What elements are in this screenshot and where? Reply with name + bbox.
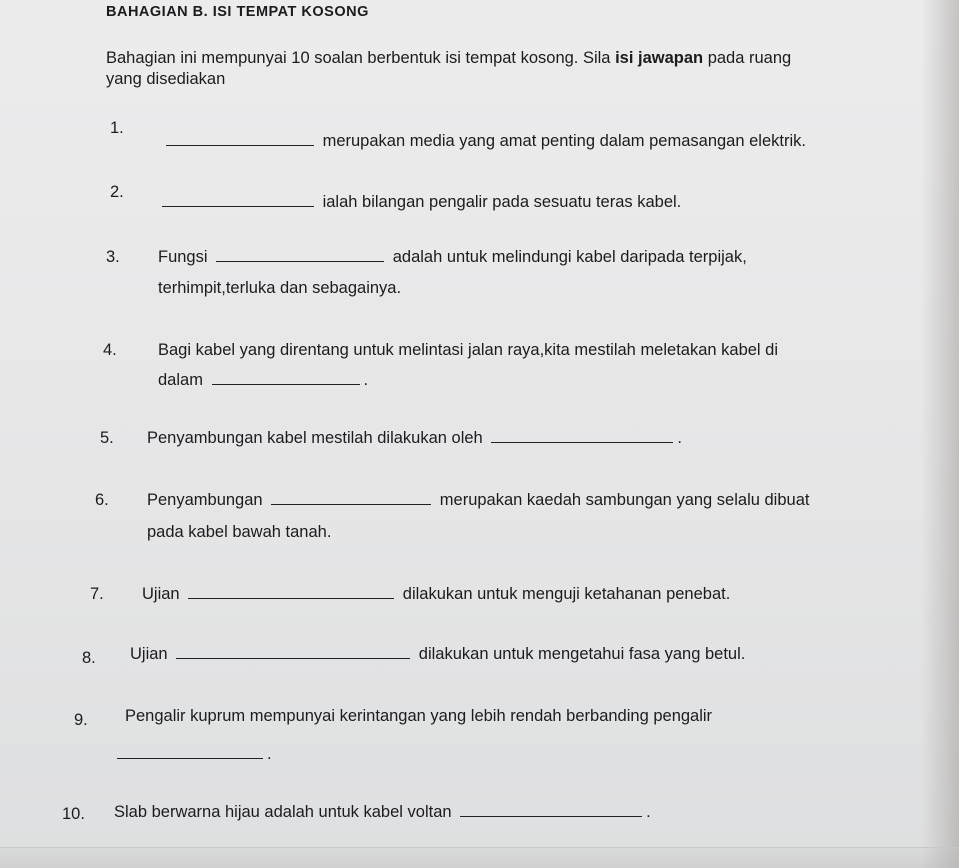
answer-blank-4[interactable] <box>212 370 360 385</box>
question-9-line-2-post: . <box>267 745 272 763</box>
question-3 <box>158 247 747 267</box>
question-5-text-post: . <box>677 429 682 447</box>
instructions-line-1 <box>106 48 791 68</box>
question-1 <box>162 131 806 151</box>
answer-blank-1[interactable] <box>166 131 314 146</box>
question-2-number: 2. <box>110 183 124 201</box>
question-6-number: 6. <box>95 491 109 509</box>
question-1-number: 1. <box>110 119 124 137</box>
question-9-number: 9. <box>74 711 88 729</box>
question-6-line-2: pada kabel bawah tanah. <box>147 523 332 541</box>
answer-blank-3[interactable] <box>216 247 384 262</box>
question-6 <box>147 490 809 510</box>
question-6-text-post: merupakan kaedah sambungan yang selalu dibuat <box>439 491 810 509</box>
instructions-text-post: pada ruang <box>703 49 792 67</box>
question-9-line-2 <box>117 744 272 764</box>
answer-blank-8[interactable] <box>176 644 410 659</box>
section-title: BAHAGIAN B. ISI TEMPAT KOSONG <box>106 4 369 20</box>
question-4-line-2 <box>158 370 368 390</box>
question-10-text-pre: Slab berwarna hijau adalah untuk kabel voltan <box>114 803 452 821</box>
question-7-text-pre: Ujian <box>142 585 180 603</box>
question-8-text-pre: Ujian <box>130 645 168 663</box>
question-2 <box>158 192 681 212</box>
instructions-text-pre: Bahagian ini mempunyai 10 soalan berbentuk isi tempat kosong. Sila <box>106 49 616 67</box>
answer-blank-2[interactable] <box>162 192 314 207</box>
question-3-number: 3. <box>106 248 120 266</box>
question-1-text: merupakan media yang amat penting dalam pemasangan elektrik. <box>322 132 806 150</box>
question-4-text: Bagi kabel yang direntang untuk melintasi jalan raya,kita mestilah meletakan kabel di <box>158 341 779 359</box>
question-7 <box>142 584 730 604</box>
question-3-text-post: adalah untuk melindungi kabel daripada terpijak, <box>392 248 747 266</box>
question-4-line-2-pre: dalam <box>158 371 203 389</box>
question-10-text-post: . <box>646 803 651 821</box>
question-5-number: 5. <box>100 429 114 447</box>
instructions-text-bold: isi jawapan <box>615 49 704 67</box>
question-7-text-post: dilakukan untuk menguji ketahanan penebat. <box>402 585 731 603</box>
question-10 <box>114 802 651 822</box>
question-7-number: 7. <box>90 585 104 603</box>
question-3-line-2: terhimpit,terluka dan sebagainya. <box>158 279 402 297</box>
question-5 <box>147 428 682 448</box>
answer-blank-7[interactable] <box>188 584 394 599</box>
page-bottom-edge <box>0 847 959 868</box>
question-8-text-post: dilakukan untuk mengetahui fasa yang betul. <box>418 645 746 663</box>
answer-blank-5[interactable] <box>491 428 673 443</box>
question-9-text: Pengalir kuprum mempunyai kerintangan yang lebih rendah berbanding pengalir <box>125 707 713 725</box>
question-4-line-2-post: . <box>363 371 369 389</box>
answer-blank-9[interactable] <box>117 744 263 759</box>
question-5-text-pre: Penyambungan kabel mestilah dilakukan oleh <box>147 429 483 447</box>
question-10-number: 10. <box>62 805 85 823</box>
question-8-number: 8. <box>82 649 96 667</box>
instructions-line-2: yang disediakan <box>106 70 226 88</box>
question-3-text-pre: Fungsi <box>158 248 208 266</box>
answer-blank-6[interactable] <box>271 490 431 505</box>
answer-blank-10[interactable] <box>460 802 642 817</box>
page-edge-shadow <box>921 0 959 868</box>
question-4-number: 4. <box>103 341 117 359</box>
question-6-text-pre: Penyambungan <box>147 491 263 509</box>
question-2-text: ialah bilangan pengalir pada sesuatu teras kabel. <box>322 193 682 211</box>
question-8 <box>130 644 745 664</box>
